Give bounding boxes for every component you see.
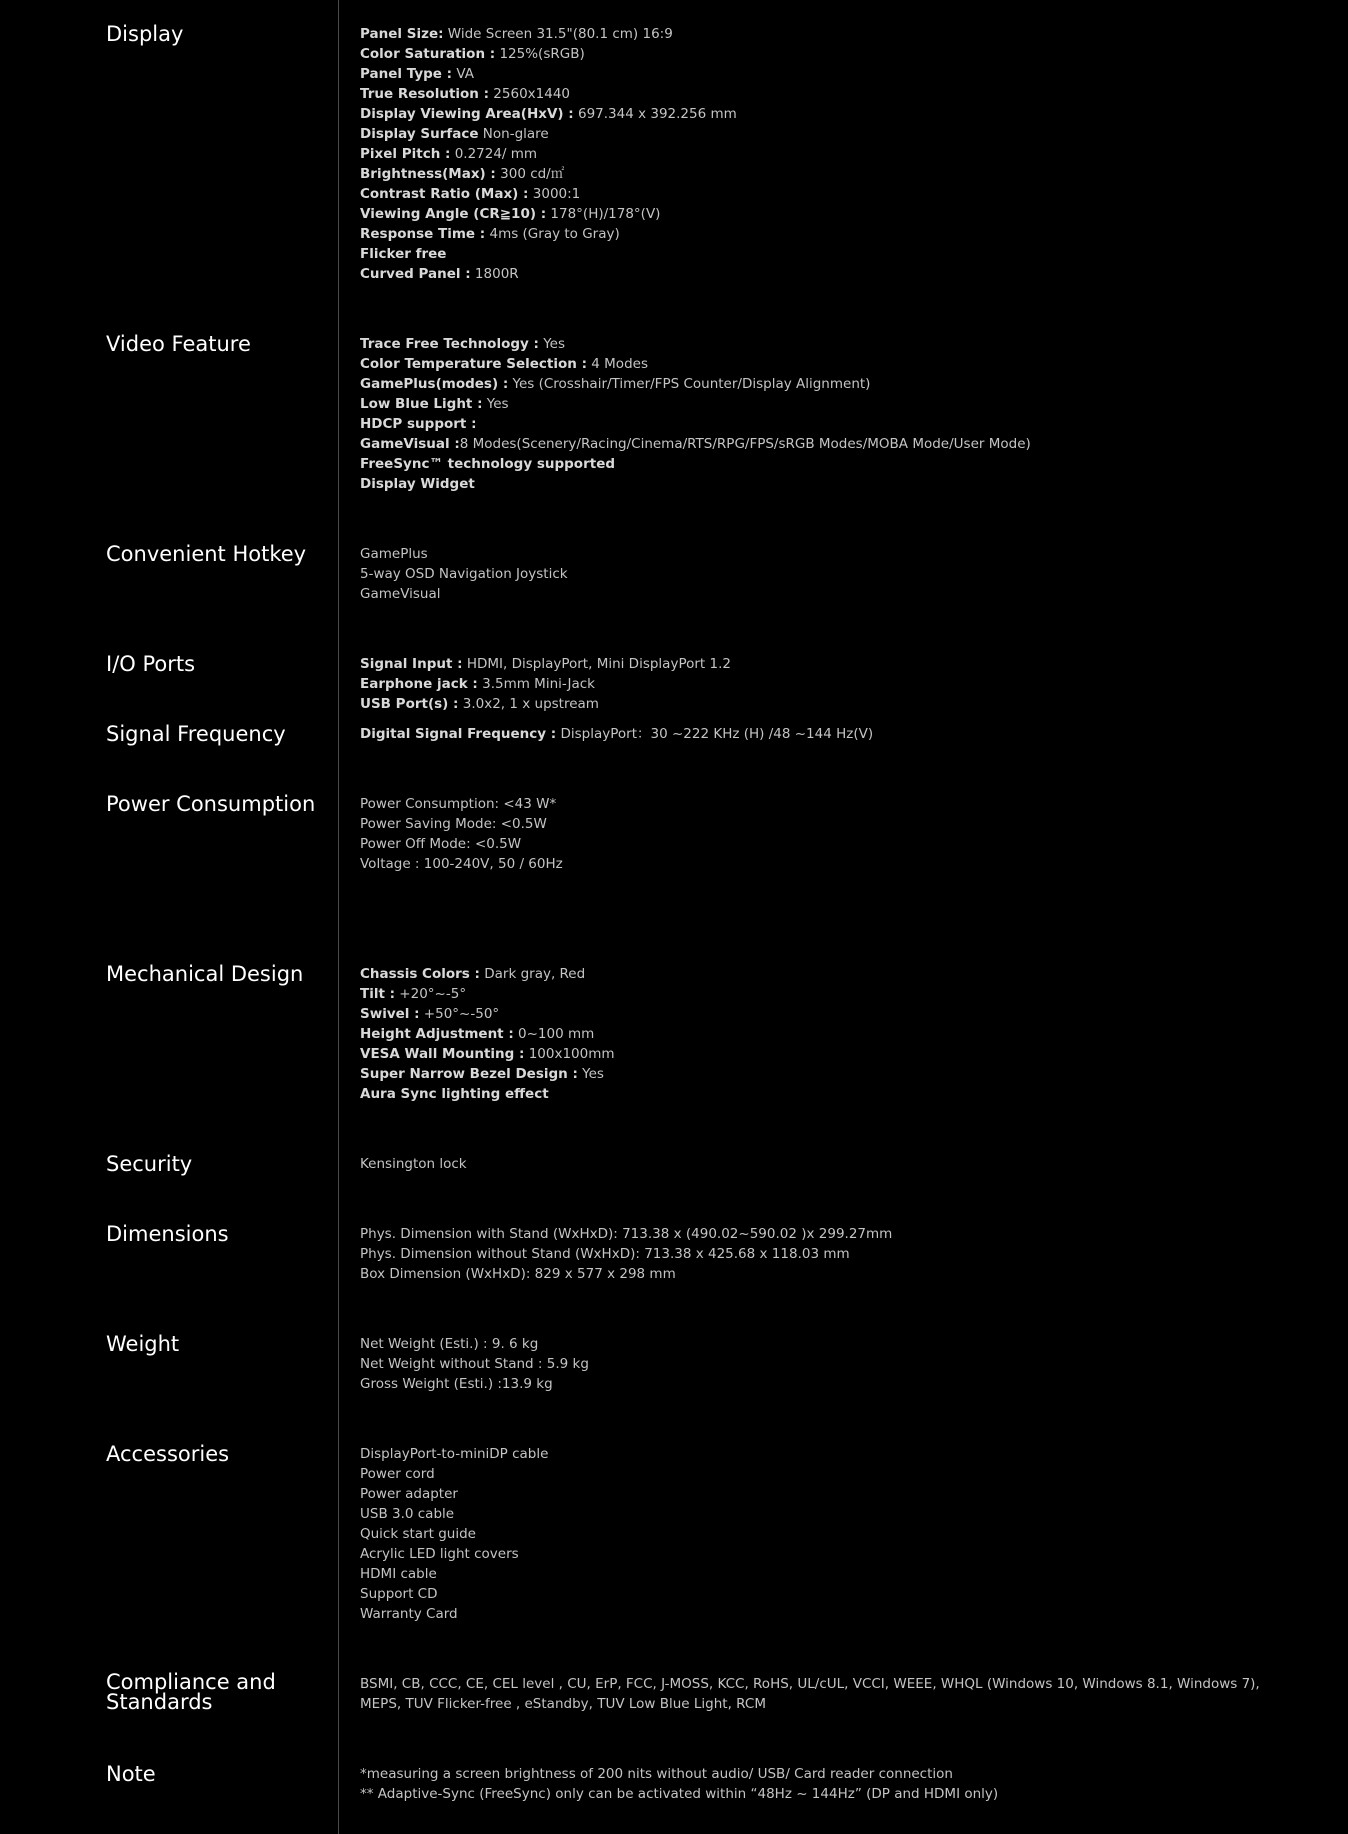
spec-list xyxy=(360,1674,1320,1714)
spec-line xyxy=(360,1444,1320,1464)
spec-line xyxy=(360,984,1320,1004)
spec-value: DisplayPort-to-miniDP cable xyxy=(360,1446,549,1462)
spec-value: VA xyxy=(452,66,474,82)
spec-label: Height Adjustment : xyxy=(360,1026,514,1042)
spec-value: MEPS, TUV Flicker-free , eStandby, TUV Low Blue Light, RCM xyxy=(360,1696,766,1712)
spec-value: GameVisual xyxy=(360,586,441,602)
spec-value: ** Adaptive-Sync (FreeSync) only can be activated within “48Hz ~ 144Hz” (DP and HDMI only) xyxy=(360,1786,999,1802)
spec-list xyxy=(360,964,1320,1104)
spec-value: Yes (Crosshair/Timer/FPS Counter/Display Alignment) xyxy=(508,376,871,392)
spec-line xyxy=(360,224,1320,244)
spec-line xyxy=(360,1354,1320,1374)
spec-label: Super Narrow Bezel Design : xyxy=(360,1066,578,1082)
spec-label: VESA Wall Mounting : xyxy=(360,1046,525,1062)
spec-list xyxy=(360,794,1320,874)
spec-label: True Resolution : xyxy=(360,86,490,102)
spec-line xyxy=(360,1524,1320,1544)
spec-value: 100x100mm xyxy=(524,1046,615,1062)
spec-label: Chassis Colors : xyxy=(360,966,480,982)
spec-label: Color Temperature Selection : xyxy=(360,356,587,372)
spec-line xyxy=(360,1484,1320,1504)
spec-line xyxy=(360,1374,1320,1394)
spec-line xyxy=(360,204,1320,224)
spec-line xyxy=(360,964,1320,984)
spec-line xyxy=(360,1784,1320,1804)
spec-line xyxy=(360,164,1320,184)
spec-line xyxy=(360,1264,1320,1284)
spec-line xyxy=(360,334,1320,354)
spec-value: Phys. Dimension with Stand (WxHxD): 713.38 x (490.02~590.02 )x 299.27mm xyxy=(360,1226,893,1242)
spec-value: Warranty Card xyxy=(360,1606,458,1622)
spec-line xyxy=(360,1504,1320,1524)
spec-line xyxy=(360,1604,1320,1624)
spec-list xyxy=(360,1444,1320,1624)
section-heading: Weight xyxy=(106,1332,180,1356)
spec-line xyxy=(360,654,1320,674)
spec-label: Trace Free Technology : xyxy=(360,336,539,352)
spec-line xyxy=(360,24,1320,44)
spec-line xyxy=(360,474,1320,494)
spec-value: 697.344 x 392.256 mm xyxy=(573,106,737,122)
spec-label: Flicker free xyxy=(360,246,447,262)
section-heading: Mechanical Design xyxy=(106,962,304,986)
spec-label: Viewing Angle (CR≧10) : xyxy=(360,206,547,222)
spec-line xyxy=(360,1674,1320,1694)
spec-value: Phys. Dimension without Stand (WxHxD): 713.38 x 425.68 x 118.03 mm xyxy=(360,1246,850,1262)
spec-value: Power adapter xyxy=(360,1486,458,1502)
spec-line xyxy=(360,264,1320,284)
spec-line xyxy=(360,674,1320,694)
spec-value: 4ms (Gray to Gray) xyxy=(485,226,620,242)
spec-label: Response Time : xyxy=(360,226,486,242)
section-heading: Note xyxy=(106,1762,156,1786)
spec-line xyxy=(360,434,1320,454)
spec-value: +50°~-50° xyxy=(419,1006,500,1022)
spec-value: Wide Screen 31.5"(80.1 cm) 16:9 xyxy=(443,26,673,42)
spec-value: Quick start guide xyxy=(360,1526,476,1542)
spec-line xyxy=(360,854,1320,874)
spec-value: 5-way OSD Navigation Joystick xyxy=(360,566,568,582)
spec-line xyxy=(360,1544,1320,1564)
spec-line xyxy=(360,544,1320,564)
spec-value: 1800R xyxy=(470,266,519,282)
section-heading: Dimensions xyxy=(106,1222,229,1246)
spec-label: Tilt : xyxy=(360,986,396,1002)
spec-value: HDMI cable xyxy=(360,1566,437,1582)
spec-label: Panel Type : xyxy=(360,66,453,82)
spec-line xyxy=(360,584,1320,604)
spec-line xyxy=(360,1044,1320,1064)
spec-label: Display Widget xyxy=(360,476,475,492)
spec-value: 2560x1440 xyxy=(489,86,571,102)
spec-line xyxy=(360,1244,1320,1264)
spec-label: Color Saturation : xyxy=(360,46,496,62)
spec-list xyxy=(360,724,1320,744)
spec-line xyxy=(360,834,1320,854)
spec-line xyxy=(360,814,1320,834)
spec-line xyxy=(360,144,1320,164)
spec-label: GamePlus(modes) : xyxy=(360,376,509,392)
spec-line xyxy=(360,1084,1320,1104)
section-heading: Compliance and Standards xyxy=(106,1670,276,1714)
spec-value: 4 Modes xyxy=(586,356,648,372)
spec-value: Yes xyxy=(577,1066,604,1082)
spec-value: 3.0x2, 1 x upstream xyxy=(458,696,599,712)
spec-label: Low Blue Light : xyxy=(360,396,483,412)
spec-line xyxy=(360,124,1320,144)
spec-value: 300 cd/㎡ xyxy=(495,166,565,182)
spec-value: USB 3.0 cable xyxy=(360,1506,455,1522)
spec-list xyxy=(360,1224,1320,1284)
spec-label: Aura Sync lighting effect xyxy=(360,1086,549,1102)
spec-value: +20°~-5° xyxy=(395,986,467,1002)
spec-line xyxy=(360,454,1320,474)
section-heading: Accessories xyxy=(106,1442,230,1466)
spec-label: Pixel Pitch : xyxy=(360,146,451,162)
spec-value: Kensington lock xyxy=(360,1156,467,1172)
spec-line xyxy=(360,1464,1320,1484)
spec-list xyxy=(360,654,1320,714)
spec-value: 8 Modes(Scenery/Racing/Cinema/RTS/RPG/FPS/sRGB Modes/MOBA Mode/User Mode) xyxy=(459,436,1031,452)
spec-value: 3.5mm Mini-Jack xyxy=(477,676,596,692)
spec-value: BSMI, CB, CCC, CE, CEL level , CU, ErP, FCC, J-MOSS, KCC, RoHS, UL/cUL, VCCI, WEEE, WHQL (Windows 10, Windows 8.1, Windows 7), xyxy=(360,1676,1260,1692)
spec-label: Brightness(Max) : xyxy=(360,166,496,182)
spec-line xyxy=(360,104,1320,124)
column-divider xyxy=(338,0,339,1834)
spec-value: Power Off Mode: <0.5W xyxy=(360,836,522,852)
spec-line xyxy=(360,1764,1320,1784)
spec-list xyxy=(360,24,1320,284)
spec-value: Gross Weight (Esti.) :13.9 kg xyxy=(360,1376,553,1392)
spec-label: Contrast Ratio (Max) : xyxy=(360,186,529,202)
spec-line xyxy=(360,1584,1320,1604)
spec-list xyxy=(360,334,1320,494)
section-heading: Convenient Hotkey xyxy=(106,542,307,566)
spec-value: 125%(sRGB) xyxy=(495,46,585,62)
spec-list xyxy=(360,1154,1320,1174)
section-heading: Signal Frequency xyxy=(106,722,286,746)
spec-line xyxy=(360,1004,1320,1024)
spec-list xyxy=(360,1334,1320,1394)
section-heading: Display xyxy=(106,22,184,46)
section-heading: I/O Ports xyxy=(106,652,196,676)
spec-value: *measuring a screen brightness of 200 nits without audio/ USB/ Card reader connection xyxy=(360,1766,953,1782)
spec-value: 0~100 mm xyxy=(513,1026,595,1042)
spec-line xyxy=(360,1154,1320,1174)
spec-value: Net Weight without Stand : 5.9 kg xyxy=(360,1356,589,1372)
spec-line xyxy=(360,84,1320,104)
spec-line xyxy=(360,794,1320,814)
spec-line xyxy=(360,1024,1320,1044)
spec-value: Box Dimension (WxHxD): 829 x 577 x 298 mm xyxy=(360,1266,676,1282)
spec-line xyxy=(360,394,1320,414)
spec-value: Yes xyxy=(538,336,566,352)
spec-value: Non-glare xyxy=(478,126,549,142)
spec-list xyxy=(360,1764,1320,1804)
spec-line xyxy=(360,1334,1320,1354)
spec-value: 178°(H)/178°(V) xyxy=(546,206,661,222)
spec-value: Acrylic LED light covers xyxy=(360,1546,519,1562)
spec-value: 3000:1 xyxy=(528,186,581,202)
spec-label: Digital Signal Frequency : xyxy=(360,726,557,742)
spec-line xyxy=(360,564,1320,584)
spec-label: HDCP support : xyxy=(360,416,477,432)
spec-line xyxy=(360,1064,1320,1084)
spec-label: Signal Input : xyxy=(360,656,463,672)
spec-value: DisplayPort：30 ~222 KHz (H) /48 ~144 Hz(V) xyxy=(556,726,874,742)
spec-label: Panel Size: xyxy=(360,26,444,42)
spec-label: Swivel : xyxy=(360,1006,420,1022)
spec-line xyxy=(360,1564,1320,1584)
section-heading: Power Consumption xyxy=(106,792,316,816)
spec-line xyxy=(360,64,1320,84)
spec-label: Display Surface xyxy=(360,126,479,142)
spec-label: FreeSync™ technology supported xyxy=(360,456,616,472)
spec-value: Power cord xyxy=(360,1466,435,1482)
spec-value: GamePlus xyxy=(360,546,428,562)
spec-value: Support CD xyxy=(360,1586,438,1602)
spec-list xyxy=(360,544,1320,604)
spec-value: Power Saving Mode: <0.5W xyxy=(360,816,547,832)
spec-value: Net Weight (Esti.) : 9. 6 kg xyxy=(360,1336,539,1352)
spec-label: Curved Panel : xyxy=(360,266,471,282)
spec-line xyxy=(360,414,1320,434)
spec-line xyxy=(360,184,1320,204)
spec-value: HDMI, DisplayPort, Mini DisplayPort 1.2 xyxy=(462,656,731,672)
spec-line xyxy=(360,694,1320,714)
spec-value: Yes xyxy=(482,396,509,412)
spec-line xyxy=(360,44,1320,64)
spec-value: Dark gray, Red xyxy=(479,966,586,982)
spec-value: 0.2724/ mm xyxy=(450,146,538,162)
spec-label: Earphone jack : xyxy=(360,676,478,692)
spec-line xyxy=(360,354,1320,374)
spec-label: USB Port(s) : xyxy=(360,696,459,712)
spec-label: GameVisual : xyxy=(360,436,460,452)
spec-line xyxy=(360,724,1320,744)
section-heading: Security xyxy=(106,1152,193,1176)
spec-line xyxy=(360,1694,1320,1714)
spec-line xyxy=(360,244,1320,264)
spec-line xyxy=(360,1224,1320,1244)
spec-label: Display Viewing Area(HxV) : xyxy=(360,106,574,122)
spec-value: Power Consumption: <43 W* xyxy=(360,796,557,812)
spec-line xyxy=(360,374,1320,394)
spec-value: Voltage : 100-240V, 50 / 60Hz xyxy=(360,856,563,872)
section-heading: Video Feature xyxy=(106,332,251,356)
